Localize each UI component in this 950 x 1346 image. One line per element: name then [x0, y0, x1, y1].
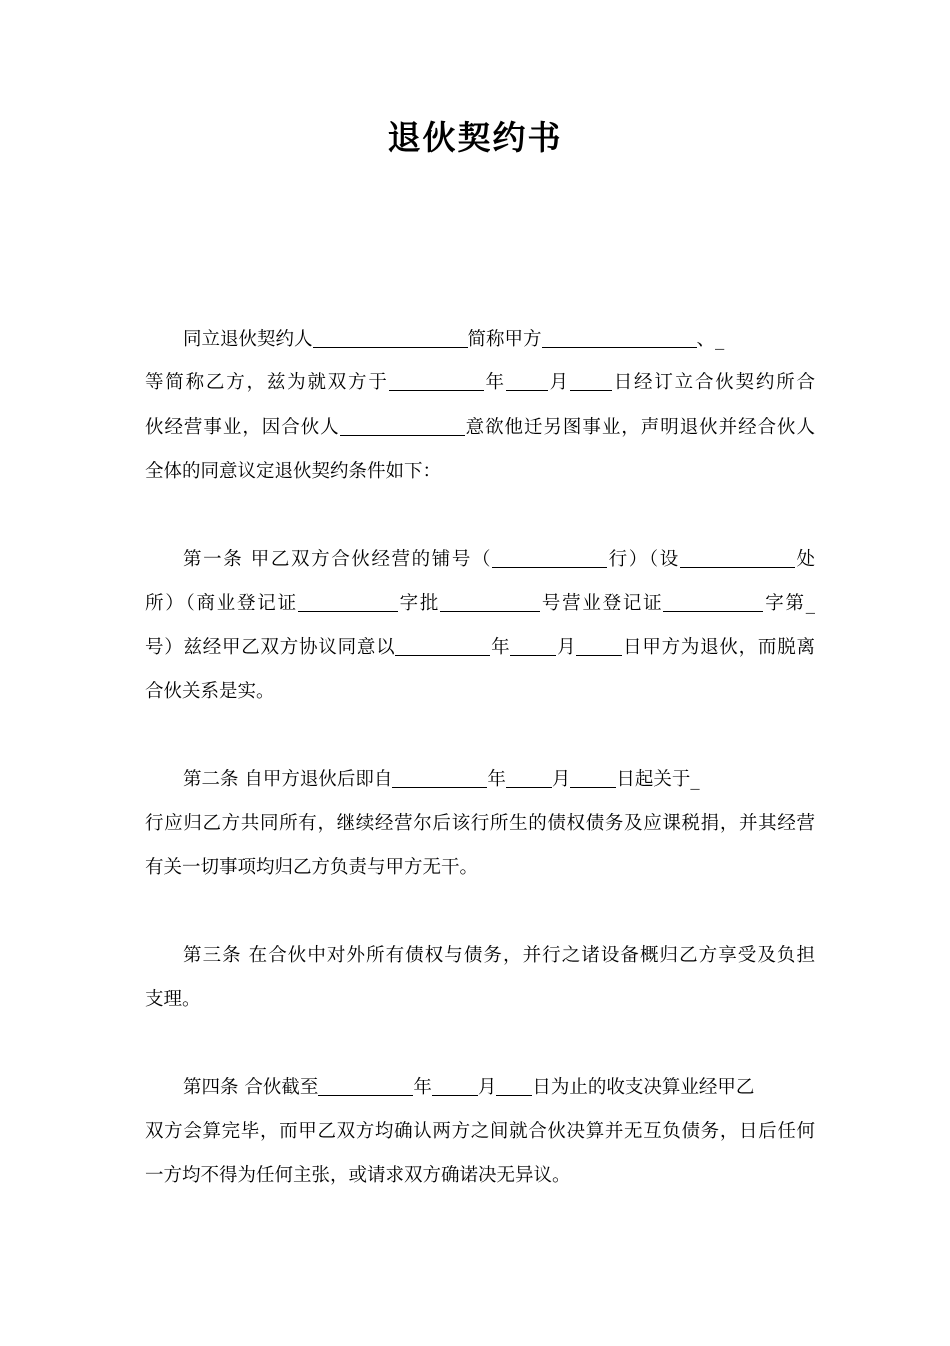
article-text: 年 — [487, 769, 506, 790]
article-text: 月 — [551, 769, 571, 790]
intro-line-2 — [145, 368, 815, 398]
article-text: 第四条 合伙截至 — [183, 1077, 319, 1098]
blank-field — [506, 767, 552, 788]
article-text: 处 — [794, 549, 815, 570]
article-text: 所）（商业登记证 — [145, 593, 298, 614]
blank-field — [496, 1075, 532, 1096]
intro-line-4: 全体的同意议定退伙契约条件如下： — [145, 461, 442, 482]
blank-field — [506, 370, 548, 391]
blank-field — [680, 547, 795, 568]
article-text: 号营业登记证 — [540, 593, 664, 614]
intro-text: 年 — [483, 372, 506, 393]
blank-field — [298, 591, 398, 612]
article-1-line-4: 合伙关系是实。 — [145, 681, 275, 702]
article-text: 行）（设 — [607, 549, 680, 570]
blank-field — [570, 370, 612, 391]
article-text: 日甲方为退伙，而脱离 — [622, 637, 815, 658]
article-1-line-3 — [145, 633, 815, 663]
intro-text: 伙经营事业，因合伙人 — [145, 417, 340, 438]
article-2-line-2: 行应归乙方共同所有，继续经营尔后该行所生的债权债务及应课税捐，并其经营 — [145, 813, 815, 834]
blank-field — [313, 327, 468, 348]
intro-text: 月 — [547, 372, 570, 393]
article-text: 第一条 甲乙双方合伙经营的铺号（ — [183, 549, 493, 570]
intro-text: 同立退伙契约人 — [183, 329, 313, 350]
article-text: 月 — [556, 637, 577, 658]
article-text: 年 — [490, 637, 511, 658]
blank-field — [392, 767, 487, 788]
blank-field — [663, 591, 763, 612]
article-text: 日为止的收支决算业经甲乙 — [532, 1077, 755, 1098]
article-1-line-1 — [183, 545, 815, 575]
article-4-line-1 — [183, 1073, 815, 1103]
article-4-line-2: 双方会算完毕，而甲乙双方均确认两方之间就合伙决算并无互负债务，日后任何 — [145, 1121, 815, 1142]
blank-field — [395, 635, 490, 656]
blank-field — [576, 635, 622, 656]
article-2-line-1 — [183, 765, 815, 795]
article-text: 字批 — [397, 593, 441, 614]
article-text: 号）兹经甲乙双方协议同意以 — [145, 637, 396, 658]
blank-field — [389, 370, 484, 391]
article-text: 月 — [477, 1077, 497, 1098]
article-1-line-2 — [145, 589, 815, 619]
article-text: 年 — [413, 1077, 432, 1098]
intro-line-1 — [183, 325, 815, 355]
blank-field — [440, 591, 540, 612]
intro-line-3 — [145, 413, 815, 443]
blank-field — [318, 1075, 413, 1096]
document-title: 退伙契约书 — [387, 118, 563, 157]
article-text: 第二条 自甲方退伙后即自 — [183, 769, 393, 790]
blank-field — [542, 327, 697, 348]
intro-text: 等简称乙方，兹为就双方于 — [145, 372, 389, 393]
blank-field — [492, 547, 607, 568]
article-text: 日起关于_ — [616, 769, 700, 790]
article-3-line-1: 第三条 在合伙中对外所有债权与债务，并行之诸设备概归乙方享受及负担 — [183, 945, 815, 966]
intro-text: 简称甲方 — [467, 329, 542, 350]
blank-field — [570, 767, 616, 788]
blank-field — [510, 635, 556, 656]
intro-text: 意欲他迁另图事业，声明退伙并经合伙人 — [464, 417, 815, 438]
article-text: 字第_ — [763, 593, 815, 614]
blank-field — [340, 415, 465, 436]
article-3-line-2: 支理。 — [145, 989, 201, 1010]
intro-text: 、_ — [696, 329, 725, 350]
article-2-line-3: 有关一切事项均归乙方负责与甲方无干。 — [145, 857, 479, 878]
article-4-line-3: 一方均不得为任何主张，或请求双方确诺决无异议。 — [145, 1165, 571, 1186]
blank-field — [432, 1075, 478, 1096]
intro-text: 日经订立合伙契约所合 — [611, 372, 815, 393]
